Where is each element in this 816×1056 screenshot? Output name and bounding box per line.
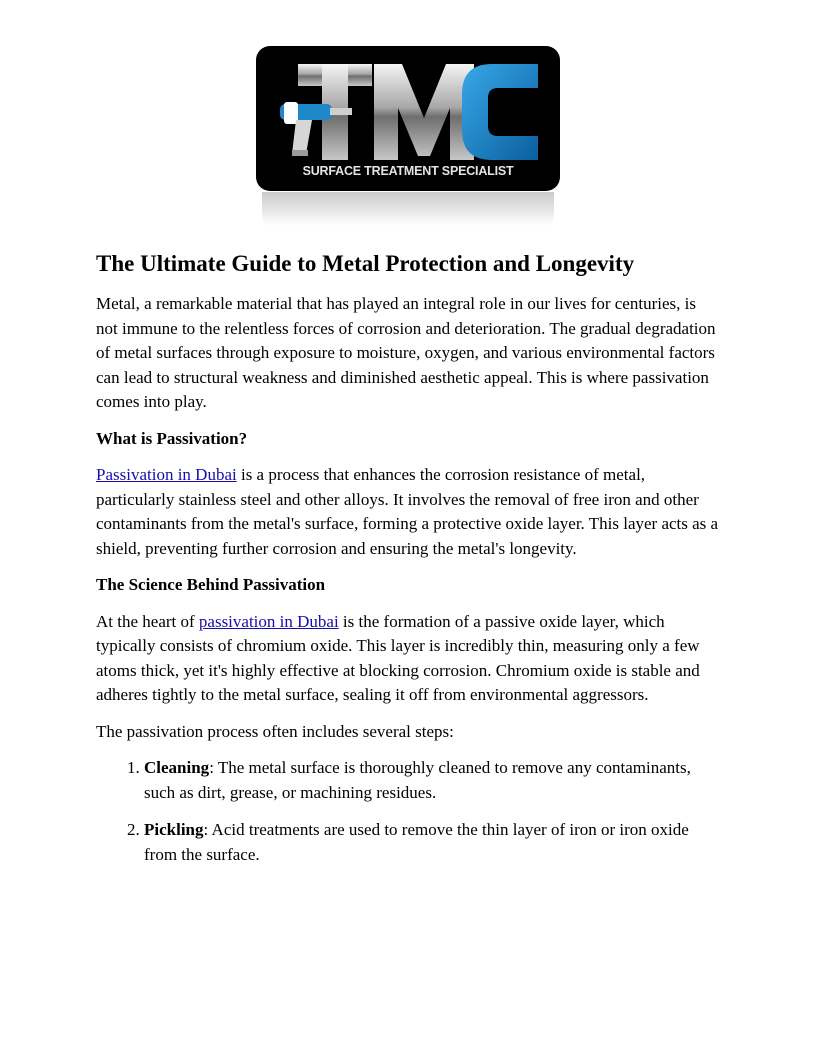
passivation-in-dubai-link-2[interactable]: passivation in Dubai (198, 611, 339, 631)
section-heading-science: The Science Behind Passivation (96, 575, 326, 594)
logo-letter-c (462, 64, 538, 160)
passivation-definition-paragraph (96, 463, 720, 561)
logo-letter-m (374, 64, 474, 160)
passivation-in-dubai-link[interactable]: Passivation in Dubai (96, 465, 237, 484)
step-term: Pickling (144, 820, 204, 839)
company-logo (256, 46, 560, 226)
logo-tagline: SURFACE TREATMENT SPECIALIST (302, 164, 514, 178)
article (96, 250, 720, 880)
steps-intro: The passivation process often includes several steps: (96, 721, 454, 741)
list-item (144, 818, 720, 867)
science-paragraph (96, 610, 720, 708)
article-title: The Ultimate Guide to Metal Protection and Longevity (96, 251, 635, 276)
logo-reflection (262, 192, 554, 226)
steps-list (96, 756, 720, 867)
definition-text: is a process that enhances the corrosion resistance of metal, particularly stainless steel and other alloys. It involves the removal of free iron and other contaminants from the metal's surface, forming a protective oxide layer. This layer acts as a shield, preventing further corrosion and ensuring the metal's longevity. (96, 465, 719, 558)
list-item (144, 756, 720, 805)
section-heading-what-is-passivation: What is Passivation? (96, 428, 248, 448)
logo-box (256, 46, 560, 191)
intro-paragraph: Metal, a remarkable material that has played an integral role in our lives for centuries, is not immune to the relentless forces of corrosion and deterioration. The gradual degradation of metal surfaces through exposure to moisture, oxygen, and various environmental factors can lead to structural weakness and diminished aesthetic appeal. This is where passivation comes into play. (96, 294, 716, 411)
step-term: Cleaning (144, 758, 210, 777)
science-text-before: At the heart of (96, 611, 199, 631)
step-text: : Acid treatments are used to remove the thin layer of iron or iron oxide from the surface. (144, 820, 689, 864)
step-text: : The metal surface is thoroughly cleaned to remove any contaminants, such as dirt, grease, or machining residues. (144, 758, 691, 802)
science-text-after: is the formation of a passive oxide layer, which typically consists of chromium oxide. This layer is incredibly thin, measuring only a few atoms thick, yet it's highly effective at blocking corrosion. Chromium oxide is stable and adheres tightly to the metal surface, sealing it off from environmental aggressors. (96, 611, 700, 704)
